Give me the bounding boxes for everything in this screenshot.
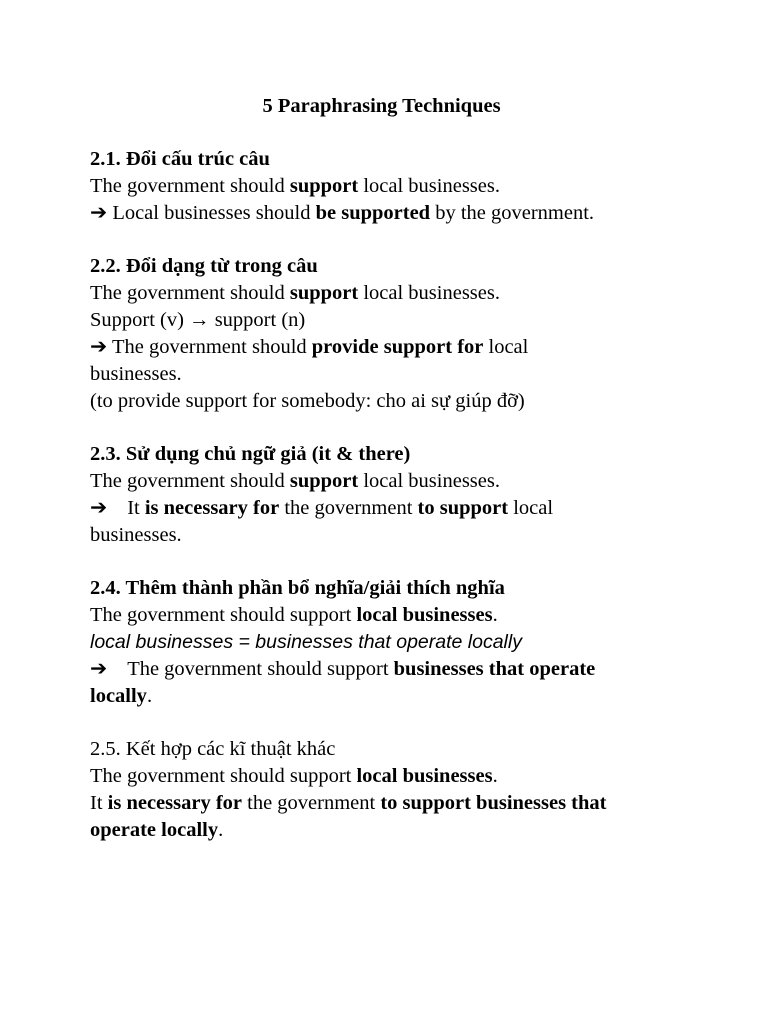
paraphrased-sentence — [90, 334, 590, 388]
bold-keyword: support — [289, 470, 359, 492]
usage-note: (to provide support for somebody: cho ai sự giúp đỡ) — [90, 390, 525, 412]
bold-keyword: local businesses — [356, 765, 493, 787]
bold-keyword: businesses that operate locally — [90, 658, 596, 707]
example-sentence — [90, 602, 690, 629]
text-run: the government — [279, 497, 418, 519]
section-heading: 2.3. Sử dụng chủ ngữ giả (it & there) — [90, 443, 411, 465]
document-title: 5 Paraphrasing Techniques — [262, 95, 501, 117]
arrow-right-icon: ➔ — [90, 497, 108, 519]
paraphrased-sentence — [90, 656, 660, 710]
arrow-right-icon: ➔ — [90, 202, 108, 224]
text-run: The government should — [90, 175, 290, 197]
text-run: local businesses. — [358, 175, 500, 197]
text-run: local businesses. — [90, 336, 529, 385]
text-run: It — [90, 792, 108, 814]
example-sentence — [90, 763, 690, 790]
text-run: The government should — [107, 336, 312, 358]
bold-keyword: support — [289, 282, 359, 304]
text-run: . — [146, 685, 153, 707]
example-sentence — [90, 468, 690, 495]
section-2-4 — [90, 575, 690, 710]
text-run: by the government. — [430, 202, 595, 224]
bold-keyword: support — [289, 175, 359, 197]
bold-keyword: to support businesses that operate locally — [90, 792, 607, 841]
text-run: local businesses. — [358, 470, 500, 492]
text-run: The government should support — [90, 765, 357, 787]
definition-note: local businesses = businesses that operate locally — [90, 631, 522, 653]
arrow-right-icon: ➔ — [90, 658, 108, 680]
document-page — [90, 93, 690, 870]
example-sentence — [90, 173, 690, 200]
section-2-1 — [90, 146, 690, 227]
word-form-note: Support (v) → support (n) — [90, 309, 306, 331]
paraphrased-sentence — [90, 495, 620, 549]
section-2-3 — [90, 441, 690, 549]
text-run: It — [127, 497, 145, 519]
example-sentence — [90, 280, 690, 307]
text-run: . — [218, 819, 224, 841]
bold-keyword: is necessary for — [144, 497, 280, 519]
bold-keyword: provide support for — [311, 336, 484, 358]
section-heading: 2.1. Đổi cấu trúc câu — [90, 148, 270, 170]
section-2-5 — [90, 736, 690, 844]
text-run: local businesses. — [90, 497, 554, 546]
arrow-right-icon: ➔ — [90, 336, 108, 358]
text-run: The government should support — [90, 604, 357, 626]
text-run: . — [492, 604, 498, 626]
paraphrased-sentence — [90, 790, 670, 844]
text-run: local businesses. — [358, 282, 500, 304]
text-run: The government should support — [127, 658, 394, 680]
paraphrased-sentence — [90, 200, 690, 227]
section-heading: 2.2. Đổi dạng từ trong câu — [90, 255, 318, 277]
text-run: . — [492, 765, 498, 787]
text-run: Local businesses should — [107, 202, 316, 224]
bold-keyword: is necessary for — [107, 792, 243, 814]
section-heading: 2.5. Kết hợp các kĩ thuật khác — [90, 738, 336, 760]
bold-keyword: to support — [417, 497, 509, 519]
bold-keyword: be supported — [315, 202, 431, 224]
text-run: The government should — [90, 282, 290, 304]
text-run: The government should — [90, 470, 290, 492]
section-heading: 2.4. Thêm thành phần bổ nghĩa/giải thích nghĩa — [90, 577, 505, 599]
text-run: the government — [242, 792, 381, 814]
section-2-2 — [90, 253, 690, 415]
bold-keyword: local businesses — [356, 604, 493, 626]
